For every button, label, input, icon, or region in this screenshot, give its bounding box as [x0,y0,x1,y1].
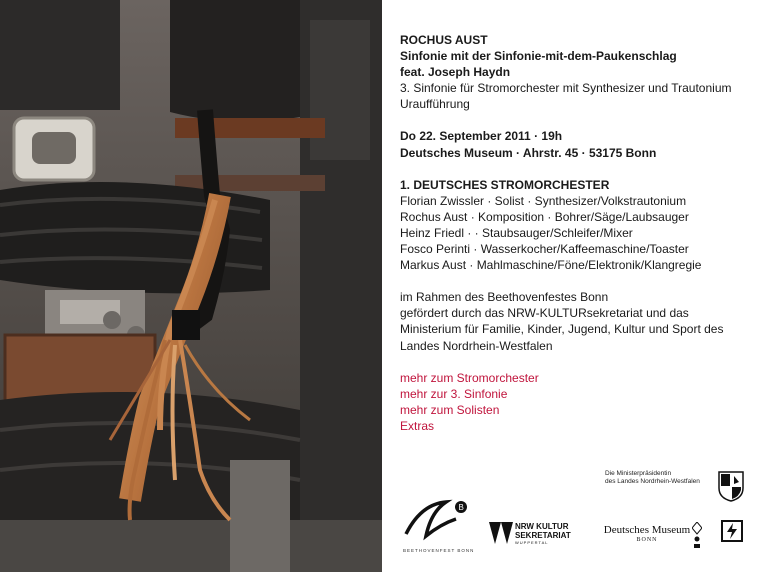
svg-text:B: B [458,503,464,512]
nrw-line3: WUPPERTAL [515,540,549,545]
sponsor-logos [385,462,765,572]
title-line-2: feat. Joseph Haydn [400,65,511,80]
nrw-kultur-text [515,522,571,545]
nrw-line1: NRW KULTUR [515,522,569,531]
member-line: Fosco Perinti · Wasserkocher/Kaffeemaschine/Toaster [400,242,689,257]
nrw-kultur-logo-icon [489,522,513,549]
subtitle: 3. Sinfonie für Stromorchester mit Synthesizer und Trautonium [400,81,732,96]
ministerpraesidentin-line1: Die Ministerpräsidentin [605,470,672,477]
funding-line: Landes Nordrhein-Westfalen [400,338,553,353]
member-line: Florian Zwissler · Solist · Synthesizer/Volkstrautonium [400,193,687,208]
deutsches-museum-logo [601,524,693,545]
funding-line: gefördert durch das NRW-KULTURsekretariat und das [400,306,689,321]
beethovenfest-label: BEETHOVENFEST BONN [403,548,475,553]
orchestra-name: 1. DEUTSCHES STROMORCHESTER [400,177,610,192]
ministerpraesidentin-logo [605,470,715,486]
museum-line2: BONN [636,537,658,543]
beethoven-signature-icon [401,494,473,549]
member-line: Heinz Friedl · · Staubsauger/Schleifer/Mixer [400,225,633,240]
event-info [400,32,755,434]
link-sinfonie[interactable]: mehr zur 3. Sinfonie [400,386,508,401]
ministerpraesidentin-line2: des Landes Nordrhein-Westfalen [605,478,700,485]
nrw-line2: SEKRETARIAT [515,531,571,540]
museum-line1: Deutsches Museum [603,524,691,536]
museum-crest-icon [692,522,702,555]
title-line-1: Sinfonie mit der Sinfonie-mit-dem-Paukenschlag [400,49,677,64]
artist-name: ROCHUS AUST [400,33,488,47]
cable-machine-photo [0,0,382,572]
link-extras[interactable]: Extras [400,418,435,433]
funding-line: Ministerium für Familie, Kinder, Jugend, Kultur und Sport des [400,322,724,337]
funding-line: im Rahmen des Beethovenfestes Bonn [400,290,609,305]
nrw-coat-of-arms-icon [717,470,745,507]
link-solisten[interactable]: mehr zum Solisten [400,402,500,417]
link-stromorchester[interactable]: mehr zum Stromorchester [400,370,539,385]
premiere-label: Uraufführung [400,97,470,112]
member-line: Rochus Aust · Komposition · Bohrer/Säge/Laubsauger [400,209,689,224]
event-venue: Deutsches Museum · Ahrstr. 45 · 53175 Bonn [400,145,657,160]
event-date: Do 22. September 2011 · 19h [400,129,563,144]
lightning-bolt-icon [721,520,743,547]
member-line: Markus Aust · Mahlmaschine/Föne/Elektronik/Klangregie [400,258,702,273]
